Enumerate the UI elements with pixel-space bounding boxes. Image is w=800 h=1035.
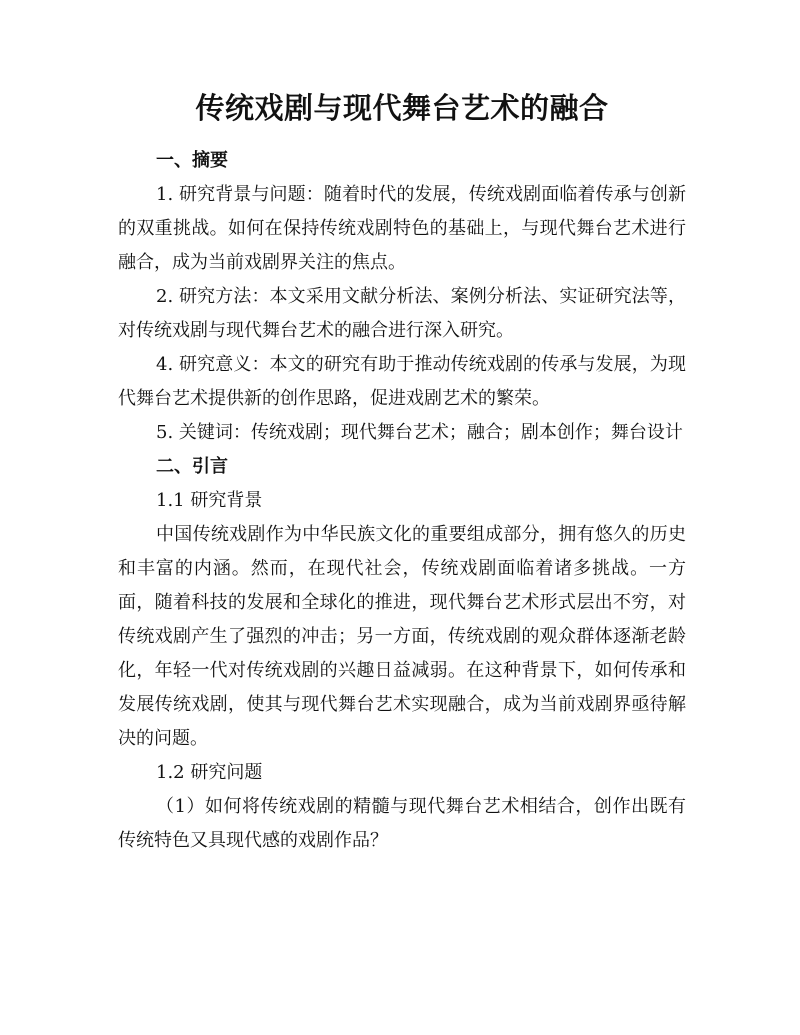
subsection-heading-background: 1.1 研究背景 [156,490,263,511]
section-heading-abstract: 一、摘要 [156,150,228,171]
abstract-paragraph-methods: 2. 研究方法：本文采用文献分析法、案例分析法、实证研究法等，对传统戏剧与现代舞台艺术的融合进行深入研究。 [118,286,686,341]
subsection-heading-questions: 1.2 研究问题 [156,762,263,783]
document-title: 传统戏剧与现代舞台艺术的融合 [195,91,609,125]
intro-paragraph-background: 中国传统戏剧作为中华民族文化的重要组成部分，拥有悠久的历史和丰富的内涵。然而，在现代社会，传统戏剧面临着诸多挑战。一方面，随着科技的发展和全球化的推进，现代舞台艺术形式层出不穷，对传统戏剧产生了强烈的冲击；另一方面，传统戏剧的观众群体逐渐老龄化，年轻一代对传统戏剧的兴趣日益减弱。在这种背景下，如何传承和发展传统戏剧，使其与现代舞台艺术实现融合，成为当前戏剧界亟待解决的问题。 [118,524,686,749]
abstract-paragraph-background: 1. 研究背景与问题：随着时代的发展，传统戏剧面临着传承与创新的双重挑战。如何在保持传统戏剧特色的基础上，与现代舞台艺术进行融合，成为当前戏剧界关注的焦点。 [118,184,686,273]
research-question-1: （1）如何将传统戏剧的精髓与现代舞台艺术相结合，创作出既有传统特色又具现代感的戏剧作品？ [118,796,686,851]
abstract-paragraph-significance: 4. 研究意义：本文的研究有助于推动传统戏剧的传承与发展，为现代舞台艺术提供新的创作思路，促进戏剧艺术的繁荣。 [118,354,686,409]
document-page [118,88,686,858]
section-heading-intro: 二、引言 [156,456,228,477]
abstract-paragraph-keywords: 5. 关键词：传统戏剧；现代舞台艺术；融合；剧本创作；舞台设计 [156,422,683,443]
